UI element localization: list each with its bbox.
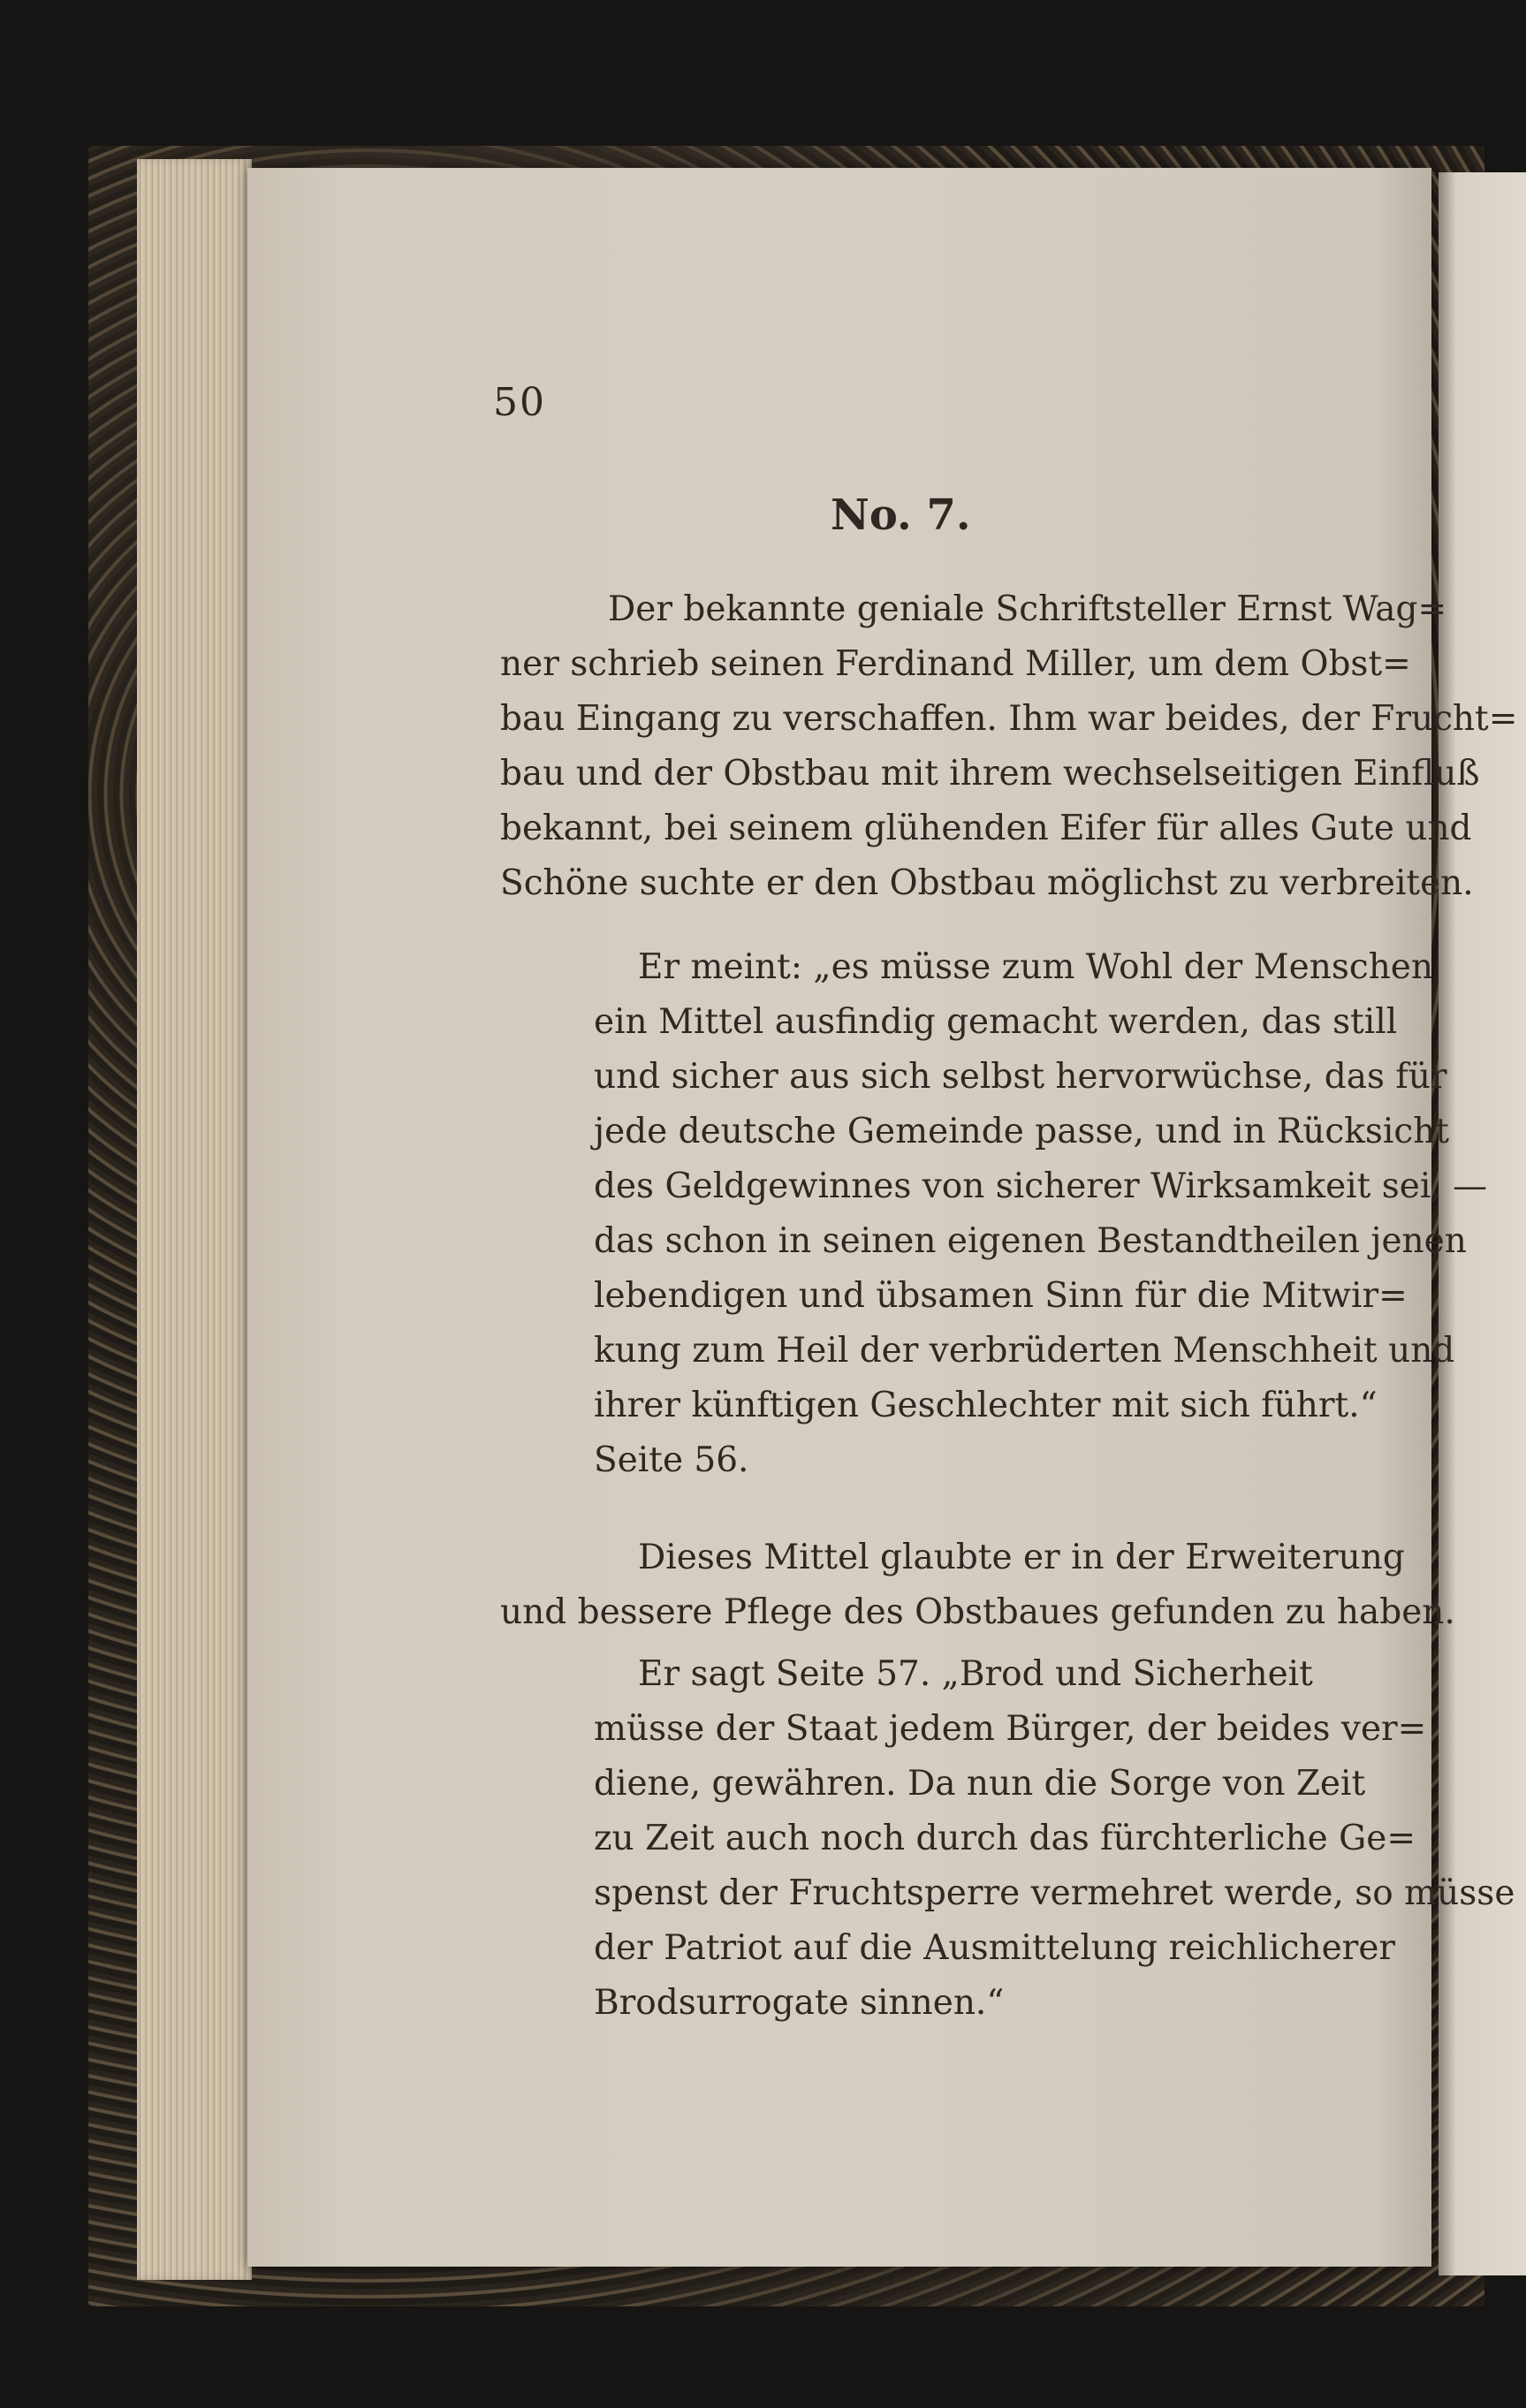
text-line: Er meint: „es müsse zum Wohl der Menschen (638, 947, 1434, 987)
text-line: zu Zeit auch noch durch das fürchterliche Ge= (594, 1819, 1416, 1858)
section-heading: No. 7. (831, 490, 971, 540)
text-line: ihrer künftigen Geschlechter mit sich führt.“ (594, 1386, 1378, 1425)
text-line: des Geldgewinnes von sicherer Wirksamkeit sei, — (594, 1166, 1488, 1206)
text-line: spenst der Fruchtsperre vermehret werde, so müsse (594, 1873, 1515, 1913)
text-line: Schöne suchte er den Obstbau möglichst zu verbreiten. (500, 863, 1474, 903)
text-line: Er sagt Seite 57. „Brod und Sicherheit (638, 1654, 1313, 1694)
text-line: müsse der Staat jedem Bürger, der beides ver= (594, 1709, 1427, 1749)
text-line: lebendigen und übsamen Sinn für die Mitwir= (594, 1276, 1408, 1316)
text-line: und bessere Pflege des Obstbaues gefunden zu haben. (500, 1592, 1455, 1632)
text-line: der Patriot auf die Ausmittelung reichlicherer (594, 1928, 1396, 1968)
text-line: bau und der Obstbau mit ihrem wechselseitigen Einfluß (500, 754, 1480, 794)
text-line: das schon in seinen eigenen Bestandtheilen jenen (594, 1221, 1467, 1261)
text-line: Seite 56. (594, 1440, 749, 1480)
text-line: diene, gewähren. Da nun die Sorge von Zeit (594, 1764, 1366, 1804)
text-line: Dieses Mittel glaubte er in der Erweiterung (638, 1538, 1405, 1577)
text-line: jede deutsche Gemeinde passe, und in Rücksicht (594, 1112, 1450, 1151)
text-line: kung zum Heil der verbrüderten Menschheit und (594, 1331, 1455, 1371)
text-line: bekannt, bei seinem glühenden Eifer für alles Gute und (500, 809, 1472, 848)
text-line: Der bekannte geniale Schriftsteller Ernst Wag= (608, 589, 1447, 629)
page-number: 50 (493, 380, 546, 425)
text-line: ner schrieb seinen Ferdinand Miller, um dem Obst= (500, 644, 1411, 684)
text-line: Brodsurrogate sinnen.“ (594, 1983, 1005, 2023)
text-line: und sicher aus sich selbst hervorwüchse, das für (594, 1057, 1447, 1097)
text-line: ein Mittel ausfindig gemacht werden, das still (594, 1002, 1398, 1042)
text-line: bau Eingang zu verschaffen. Ihm war beides, der Frucht= (500, 699, 1518, 739)
